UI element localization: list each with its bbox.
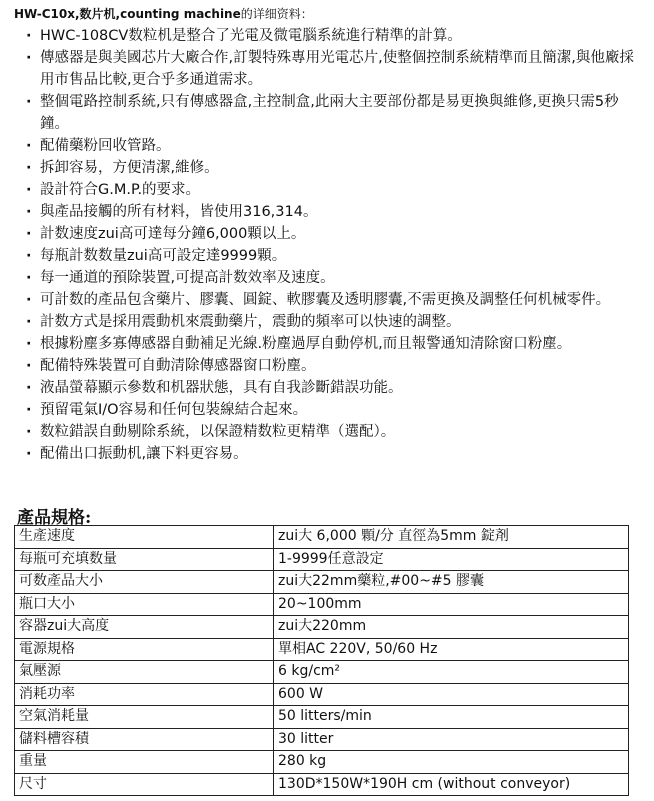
table-row (15, 616, 629, 639)
spec-value: 50 litters/min (274, 706, 629, 729)
feature-item: · 配備特殊裝置可自動清除傳感器窗口粉塵。 (26, 355, 646, 377)
feature-item: · 配備出口振動机,讓下料更容易。 (26, 443, 646, 465)
spec-label: 空氣消耗量 (15, 706, 274, 729)
spec-value: 280 kg (274, 751, 629, 774)
spec-value: zui大 6,000 顆/分 直徑為5mm 錠剤 (274, 526, 629, 549)
feature-item: · HWC-108CV数粒机是整合了光電及微電腦系統進行精準的計算。 (26, 25, 646, 47)
feature-item: · 傳感器是與美國芯片大廠合作,訂製特殊專用光電芯片,使整個控制系統精準而且簡潔,與他廠採用市售品比較,更合乎多通道需求。 (26, 47, 646, 91)
feature-list (26, 25, 646, 465)
table-row (15, 638, 629, 661)
specs-title: 產品規格: (17, 508, 92, 528)
feature-item: · 配備藥粉回收管路。 (26, 135, 646, 157)
spec-value: zui大22mm藥粒,#00~#5 膠囊 (274, 571, 629, 594)
table-row (15, 751, 629, 774)
spec-label: 每瓶可充填数量 (15, 548, 274, 571)
feature-item: · 数粒錯誤自動剔除系統，以保證精数粒更精準（選配）。 (26, 421, 646, 443)
table-row (15, 571, 629, 594)
table-row (15, 773, 629, 796)
header-suffix: 的详细资料： (240, 7, 313, 21)
spec-value: 130D*150W*190H cm (without conveyor) (274, 773, 629, 796)
feature-item: · 計数方式是採用震動机來震動藥片，震動的頻率可以快速的調整。 (26, 311, 646, 333)
feature-item: · 計数速度zui高可達每分鐘6,000顆以上。 (26, 223, 646, 245)
spec-value: 30 litter (274, 728, 629, 751)
table-row (15, 683, 629, 706)
feature-item: · 拆卸容易，方便清潔,維修。 (26, 157, 646, 179)
spec-label: 尺寸 (15, 773, 274, 796)
table-row (15, 728, 629, 751)
table-row (15, 661, 629, 684)
spec-value: 單相AC 220V, 50/60 Hz (274, 638, 629, 661)
feature-item: · 每一通道的預除裝置,可提高計数效率及速度。 (26, 267, 646, 289)
feature-item: · 整個電路控制系統,只有傳感器盒,主控制盒,此兩大主要部份都是易更換與維修,更換只需5秒鐘。 (26, 91, 646, 135)
spec-label: 儲料槽容積 (15, 728, 274, 751)
spec-label: 生產速度 (15, 526, 274, 549)
table-row (15, 526, 629, 549)
page-header (14, 5, 313, 22)
feature-item: · 根據粉塵多寡傳感器自動補足光線.粉塵過厚自動停机,而且報警通知清除窗口粉塵。 (26, 333, 646, 355)
specs-table (14, 525, 629, 796)
spec-label: 可数產品大小 (15, 571, 274, 594)
feature-item: · 液晶螢幕顯示參数和机器狀態，具有自我診斷錯誤功能。 (26, 377, 646, 399)
spec-label: 重量 (15, 751, 274, 774)
spec-value: 1-9999任意設定 (274, 548, 629, 571)
spec-value: 6 kg/cm² (274, 661, 629, 684)
table-row (15, 706, 629, 729)
table-row (15, 593, 629, 616)
table-row (15, 548, 629, 571)
spec-label: 容器zui大高度 (15, 616, 274, 639)
feature-item: · 可計数的產品包含藥片、膠囊、圓錠、軟膠囊及透明膠囊,不需更換及調整任何机械零件。 (26, 289, 646, 311)
feature-item: · 每瓶計数数量zui高可設定達9999顆。 (26, 245, 646, 267)
spec-value: 20~100mm (274, 593, 629, 616)
feature-item: · 設計符合G.M.P.的要求。 (26, 179, 646, 201)
feature-item: · 與產品接觸的所有材料，皆使用316,314。 (26, 201, 646, 223)
spec-label: 瓶口大小 (15, 593, 274, 616)
spec-value: 600 W (274, 683, 629, 706)
feature-item: · 預留電氣I/O容易和任何包裝線結合起來。 (26, 399, 646, 421)
spec-label: 氣壓源 (15, 661, 274, 684)
spec-label: 消耗功率 (15, 683, 274, 706)
model-name: HW-C10x,数片机,counting machine (14, 7, 241, 21)
spec-value: zui大220mm (274, 616, 629, 639)
spec-label: 電源規格 (15, 638, 274, 661)
